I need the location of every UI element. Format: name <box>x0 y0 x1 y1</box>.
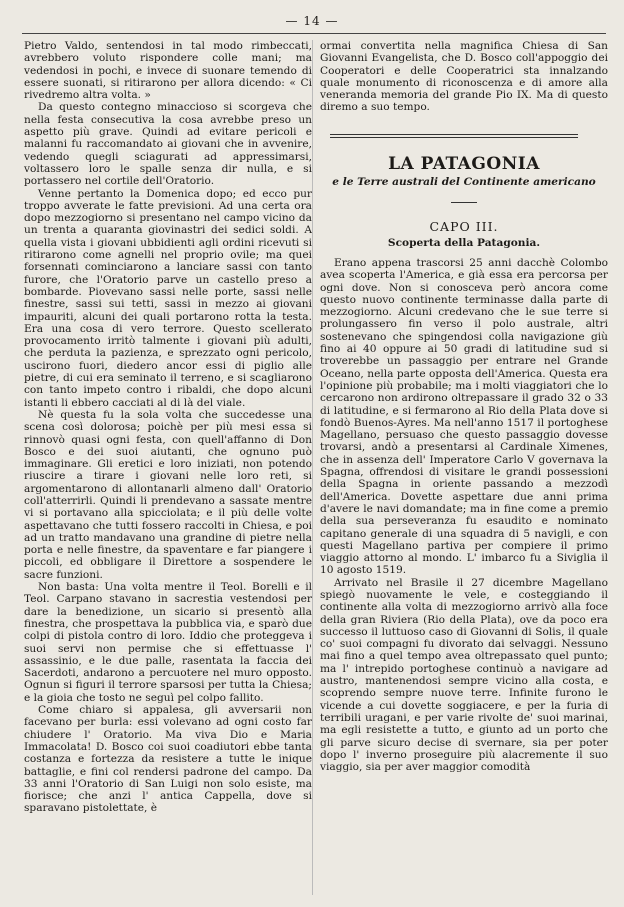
chapter-title: Scoperta della Patagonia. <box>387 236 541 249</box>
page-number: — 14 — <box>285 14 339 28</box>
left-paragraph-6: Come chiaro si appalesa, gli avversarii non facevano per burla: essi volevano ad ogni costo far chiudere l' Oratorio. Ma viva Dio e Maria Immacolata! D. Bosco coi suoi coadiutori ebbe tanta costanza e fortezza da resistere a tutte le inique battaglie, e fini col rendersi padrone del campo. Da 33 anni l'Oratorio di San Luigi non solo esiste, ma fiorisce; che anzi l' antica Cappella, dove si sparavano pistolettate, è <box>24 704 312 815</box>
left-paragraph-3: Venne pertanto la Domenica dopo; ed ecco pur troppo avverate le fatte previsioni. Ad una certa ora dopo mezzogiorno si presentano nel campo vicino da un trenta a quaranta giovinastri dei sedici soldi. A quella vista i giovani ubbidienti agli ordini ricevuti si ritirarono come agnelli nel proprio ovile; ma quei forsennati cominciarono a lanciare sassi con tanto furore, che l'Oratorio parve un castello preso a bombarde. Piovevano sassi nelle porte, sassi nelle finestre, sassi sui tetti, sassi in mezzo ai giovani impauriti, alcuni dei quali portarono rotta la testa. Era una cosa di vero terrore. Questo scellerato provocamento irritò talmente i giovani più adulti, che perduta la pazienza, e sprezzato ogni pericolo, uscirono fuori, diedero ancor essi di piglio alle pietre, di cui era seminato il terreno, e si scagliarono con tanto impeto contro i ribaldi, che dopo alcuni istanti li ebbero cacciati al di là del viale. <box>24 187 312 409</box>
left-paragraph-5: Non basta: Una volta mentre il Teol. Borelli e il Teol. Carpano stavano in sacrestia vestendosi per dare la benedizione, un sicario si presentò alla finestra, che prospettava la pubblica via, e sparò due colpi di pistola contro di loro. Iddio che proteggeva i suoi servi non permise che si effettuasse l' assassinio, e le due palle, rasentata la faccia dei Sacerdoti, andarono a percuotere nel muro opposto. Ognun si figuri il terrore sparsosi per tutta la Chiesa; e la gioia che tosto ne seguì pel colpo fallito. <box>24 581 312 704</box>
left-paragraph-4: Nè questa fu la sola volta che succedesse una scena così dolorosa; poichè per più mesi essa si rinnovò quasi ogni festa, con quell'affanno di Don Bosco e dei suoi aiutanti, che ognuno può immaginare. Gli eretici e loro iniziati, non potendo riuscire a tirare i giovani nelle loro reti, si argomentarono di allontanarli almeno dall' Oratorio coll'atterrirli. Quindi li prendevano a sassate mentre vi si portavano alla spicciolata; e il più delle volte aspettavano che tutti fossero raccolti in Chiesa, e poi ad un tratto mandavano una grandine di pietre nella porta e nelle finestre, da spaventare e far piangere i piccoli, ed obbligare il Direttore a sospendere le sacre funzioni. <box>24 408 312 581</box>
chapter-heading: CAPO III. <box>429 219 499 235</box>
short-rule <box>451 202 477 203</box>
left-column <box>24 40 312 815</box>
section-rule-bottom <box>330 137 578 138</box>
header-rule <box>22 33 606 34</box>
right-column <box>320 40 608 773</box>
article-subtitle: e le Terre australi del Continente americano <box>332 176 596 189</box>
article-paragraph-1: Erano appena trascorsi 25 anni dacchè Colombo avea scoperta l'America, e già essa era percorsa per ogni dove. Non si conosceva però ancora come questo nuovo continente terminasse dalla parte di mezzogiorno. Alcuni credevano che le sue terre si prolungassero fin verso il polo australe, altri sostenevano che spingendosi colla navigazione giù fino ai 40 oppure ai 50 gradi di latitudine sud si troverebbe un passaggio per entrare nel Grande Oceano, nella parte opposta dell'America. Questa era l'opinione più probabile; ma i molti viaggiatori che lo cercarono non ardirono oltrepassare il grado 32 o 33 di latitudine, e si fermarono al Rio della Plata dove si fondò Buenos-Ayres. Ma nell'anno 1517 il portoghese Magellano, persuaso che questo passaggio dovesse trovarsi, andò a presentarsi al Cardinale Ximenes, che in assenza dell' Imperatore Carlo V governava la Spagna, offrendosi di visitare le grandi possessioni della Spagna in oriente passando a mezzodì dell'America. Dovette aspettare due anni prima d'avere le navi domandate; ma in fine come a premio della sua perseveranza fu esaudito e nominato capitano generale di una squadra di 5 navigli, e con questi Magellano partiva per compiere il primo viaggio attorno al mondo. L' imbarco fu a Siviglia il 10 agosto 1519. <box>320 256 608 577</box>
left-paragraph-2: Da questo contegno minaccioso si scorgeva che nella festa consecutiva la cosa avrebbe preso un aspetto più grave. Quindi ad evitare pericoli e malanni fu raccomandato ai giovani che in avvenire, vedendo quegli sciagurati ad appressimarsi, voltassero loro le spalle senza dir nulla, e si portassero nel cortile dell'Oratorio. <box>24 101 312 188</box>
column-divider <box>312 40 313 895</box>
left-paragraph-1: Pietro Valdo, sentendosi in tal modo rimbeccati, avrebbero voluto rispondere colle mani; ma vedendosi in pochi, e invece di suonare temendo di essere suonati, si ritirarono per allora dicendo: « Ci rivedremo altra volta. » <box>24 40 312 102</box>
article-title: LA PATAGONIA <box>388 153 540 174</box>
section-rule-top <box>330 134 578 135</box>
right-intro-paragraph: ormai convertita nella magnifica Chiesa di San Giovanni Evangelista, che D. Bosco coll'appoggio dei Cooperatori e delle Cooperatrici sta innalzando quale monumento di riconoscenza e di amore alla veneranda memoria del grande Pio IX. Ma di questo diremo a suo tempo. <box>320 40 608 114</box>
article-paragraph-2: Arrivato nel Brasile il 27 dicembre Magellano spiegò nuovamente le vele, e costeggiando il continente alla volta di mezzogiorno arrivò alla foce della gran Riviera (Rio della Plata), ove da poco era successo il luttuoso caso di Giovanni di Solis, il quale co' suoi compagni fu divorato dai selvaggi. Nessuno mai fino a quel tempo avea oltrepassato quel punto; ma l' intrepido portoghese continuò a navigare ad austro, mantenendosi sempre vicino alla costa, e scoprendo sempre nuove terre. Infinite furono le vicende a cui dovette soggiacere, e per la furia di terribili uragani, e per varie rivolte de' suoi marinai, ma egli resistette a tutto, e giunto ad un porto che gli parve sicuro decise di svernare, sia per poter dopo l' inverno proseguire più alacremente il suo viaggio, sia per aver maggior comodità <box>320 576 608 774</box>
